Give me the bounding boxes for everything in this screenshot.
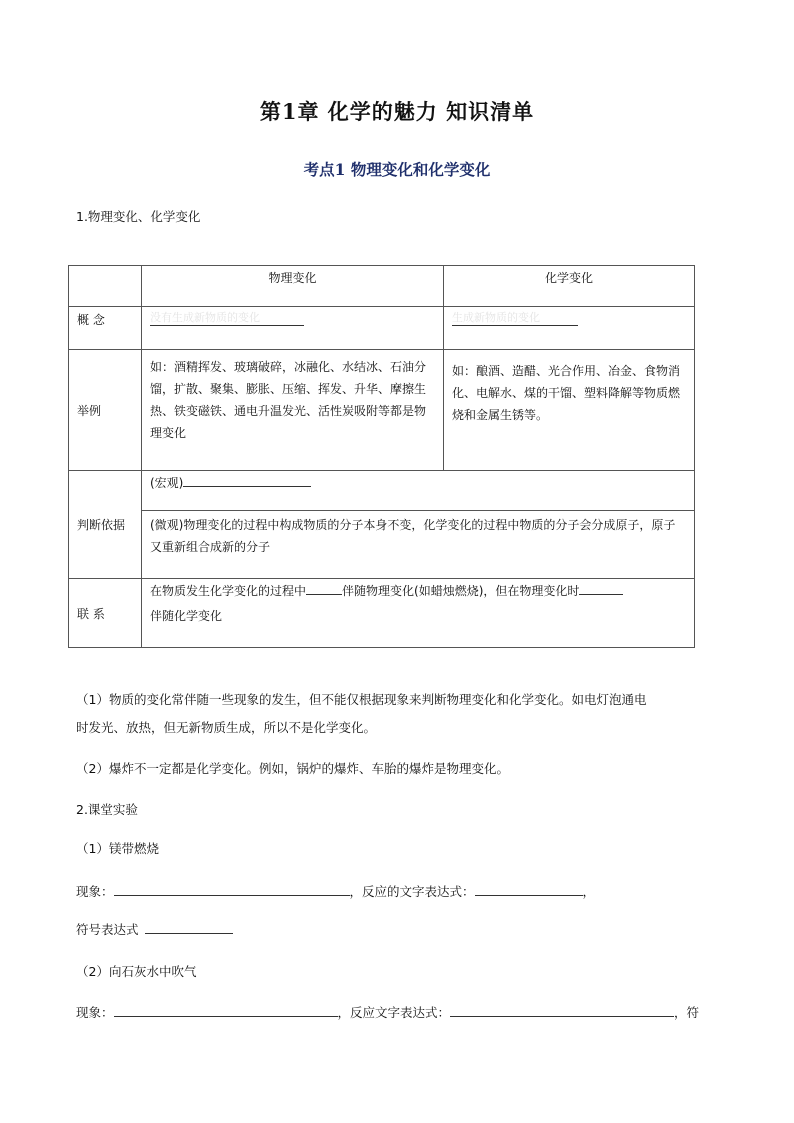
header-chemical: 化学变化: [444, 266, 695, 307]
relation-row: [69, 579, 695, 648]
example-physical: 如：酒精挥发、玻璃破碎，冰融化、水结冰、石油分馏，扩散、聚集、膨胀、压缩、挥发、升华、摩擦生热、铁变磁铁、通电升温发光、活性炭吸附等都是物理变化: [142, 350, 444, 471]
basis-macro-label: (宏观): [150, 476, 184, 490]
example-row: [69, 350, 695, 471]
concept-chemical-blank[interactable]: 生成新物质的变化: [452, 311, 578, 326]
exp1-reaction-blank[interactable]: [475, 883, 583, 896]
exp2-phenomenon-line: 现象： ，反应文字表达式： ，符: [76, 1005, 700, 1020]
exp1-heading: （1）镁带燃烧: [76, 841, 159, 856]
example-chemical: 如：酿酒、造醋、光合作用、冶金、食物消化、电解水、煤的干馏、塑料降解等物质燃烧和金属生锈等。: [444, 350, 695, 471]
concept-row: [69, 307, 695, 350]
basis-micro-row: [69, 511, 695, 579]
header-physical: 物理变化: [142, 266, 444, 307]
exp2-heading: （2）向石灰水中吹气: [76, 964, 197, 979]
concept-physical-blank[interactable]: 没有生成新物质的变化: [150, 311, 304, 326]
page-title: 第1章 化学的魅力 知识清单: [259, 99, 535, 124]
basis-macro-blank[interactable]: [183, 474, 311, 487]
example-label: 举例: [69, 350, 142, 471]
note1-line1: （1）物质的变化常伴随一些现象的发生，但不能仅根据现象来判断物理变化和化学变化。如电灯泡通电: [76, 692, 647, 707]
exp1-symbol-blank[interactable]: [145, 921, 233, 934]
note2: （2）爆炸不一定都是化学变化。例如，锅炉的爆炸、车胎的爆炸是物理变化。: [76, 761, 509, 776]
section-subtitle: 考点1 物理变化和化学变化: [303, 160, 491, 179]
relation-label: 联 系: [69, 579, 142, 648]
relation-blank-2[interactable]: [579, 582, 623, 595]
relation-blank-1[interactable]: [306, 582, 342, 595]
knowledge-table: [68, 265, 695, 648]
relation-cell: 在物质发生化学变化的过程中 伴随物理变化(如蜡烛燃烧)，但在物理变化时 伴随化学变化: [142, 579, 695, 648]
exp2-reaction-blank[interactable]: [450, 1004, 674, 1017]
exp2-phenomenon-blank[interactable]: [114, 1004, 338, 1017]
exp1-symbol-line: 符号表达式: [76, 921, 233, 938]
section1-heading: 1.物理变化、化学变化: [76, 209, 201, 224]
concept-label: 概 念: [69, 307, 142, 350]
exp1-phenomenon-blank[interactable]: [114, 883, 350, 896]
basis-label: 判断依据: [69, 471, 142, 579]
exp1-phenomenon-line: 现象： ，反应的文字表达式： ，: [76, 884, 596, 899]
note1-line2: 时发光、放热，但无新物质生成，所以不是化学变化。: [76, 720, 377, 735]
section2-heading: 2.课堂实验: [76, 802, 138, 817]
basis-macro-row: [69, 471, 695, 511]
table-header-row: [69, 266, 695, 307]
basis-micro-text: (微观)物理变化的过程中构成物质的分子本身不变，化学变化的过程中物质的分子会分成原子，原子又重新组合成新的分子: [142, 511, 695, 579]
